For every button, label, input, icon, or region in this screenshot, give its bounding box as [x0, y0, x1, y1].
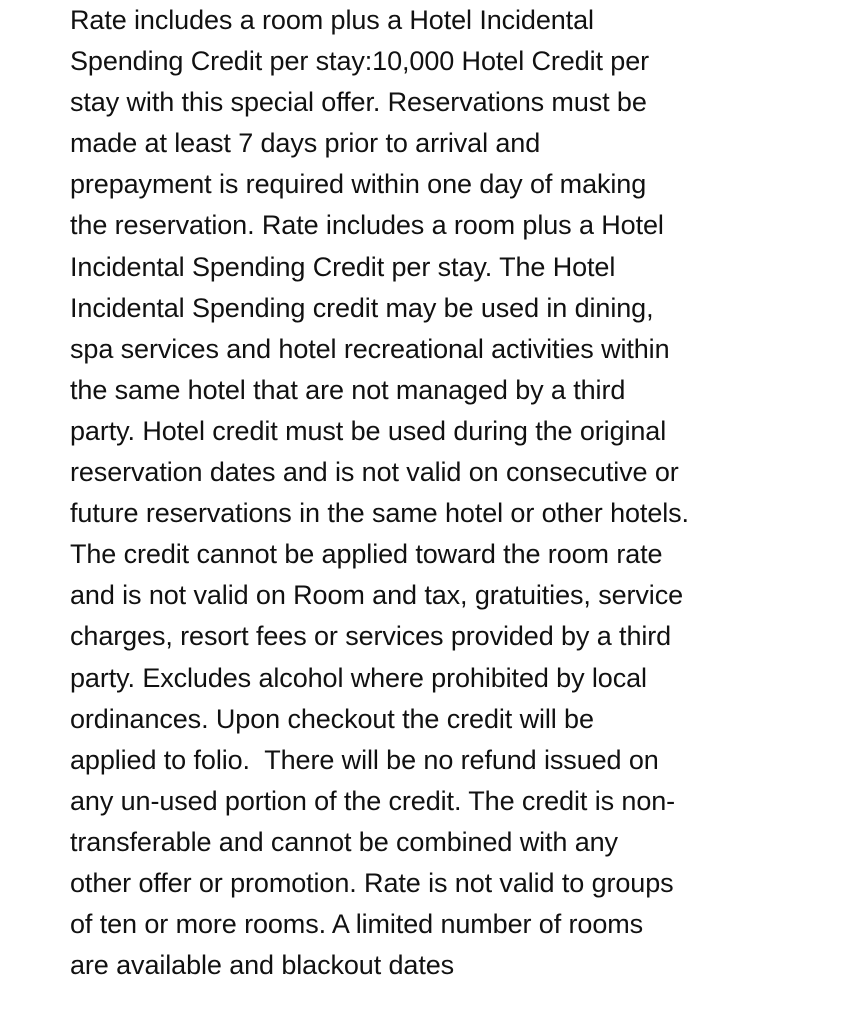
rate-details-line: Rate includes a room plus a Hotel Incidental [70, 5, 594, 35]
rate-details-line: are available and blackout dates [70, 950, 455, 981]
rate-details-line: Incidental Spending credit may be used in dining, [70, 292, 654, 323]
rate-details-line: future reservations in the same hotel or other hotels. [70, 498, 689, 529]
rate-details-line: transferable and cannot be combined with any [70, 826, 618, 857]
rate-details-line: applied to folio. There will be no refund issued on [70, 744, 659, 775]
rate-details-line: party. Excludes alcohol where prohibited by local [70, 662, 647, 693]
rate-details-line: reservation dates and is not valid on consecutive or [70, 457, 679, 488]
rate-details-line: made at least 7 days prior to arrival and [70, 128, 541, 159]
rate-details-line: prepayment is required within one day of making [70, 169, 647, 200]
rate-details-line: party. Hotel credit must be used during the original [70, 415, 667, 446]
rate-details-line: The credit cannot be applied toward the room rate [70, 539, 663, 570]
rate-details-text [70, 0, 830, 986]
rate-details-line: other offer or promotion. Rate is not valid to groups [70, 867, 674, 898]
rate-details-line: of ten or more rooms. A limited number of rooms [70, 909, 644, 940]
rate-details-line: Spending Credit per stay:10,000 Hotel Credit per [70, 46, 650, 77]
rate-details-line: and is not valid on Room and tax, gratuities, service [70, 580, 684, 611]
rate-details-line: charges, resort fees or services provided by a third [70, 621, 672, 652]
rate-details-line: ordinances. Upon checkout the credit will be [70, 703, 594, 734]
rate-details-line: the reservation. Rate includes a room plus a Hotel [70, 210, 664, 241]
rate-details-line: the same hotel that are not managed by a third [70, 374, 626, 405]
rate-details-line: any un-used portion of the credit. The credit is non- [70, 785, 676, 816]
rate-details-line: spa services and hotel recreational activities within [70, 333, 670, 364]
rate-details-line: Incidental Spending Credit per stay. The Hotel [70, 251, 616, 282]
rate-details-line: stay with this special offer. Reservations must be [70, 87, 647, 118]
